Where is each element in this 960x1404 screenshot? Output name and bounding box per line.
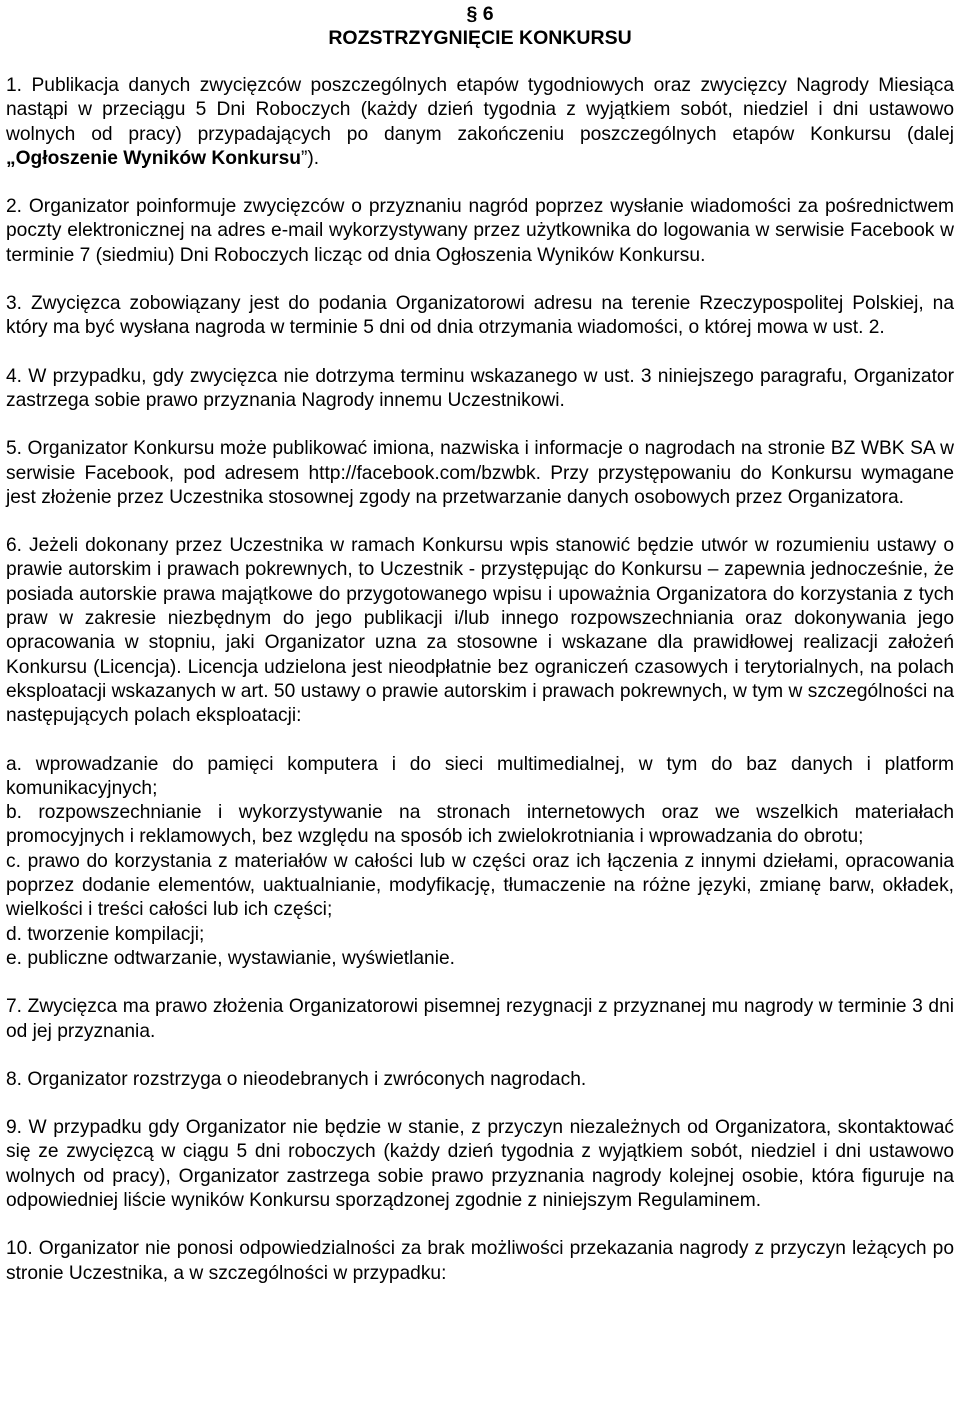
paragraph-2: 2. Organizator poinformuje zwycięzców o przyznaniu nagród poprzez wysłanie wiadomości za pośrednictwem poczty elektronicznej na adres e-mail wykorzystywany przez użytkownika do logowania w serwisie Facebook w terminie 7 (siedmiu) Dni Roboczych licząc od dnia Ogłoszenia Wyników Konkursu.	[6, 196, 954, 266]
list-item: a. wprowadzanie do pamięci komputera i do sieci multimedialnej, w tym do baz danych i platform komunikacyjnych;	[6, 753, 954, 799]
section-title: ROZSTRZYGNIĘCIE KONKURSU	[328, 27, 632, 49]
paragraph-6: 6. Jeżeli dokonany przez Uczestnika w ramach Konkursu wpis stanowić będzie utwór w rozumieniu ustawy o prawie autorskim i prawach pokrewnych, to Uczestnik - przystępując do Konkursu – zapewnia jednocześnie, że posiada autorskie prawa majątkowe do przygotowanego wpisu i upoważnia Organizatora do korzystania z tych praw w zakresie niezbędnym do jego publikacji i/lub innego rozpowszechniania oraz dokonywania jego opracowania w stopniu, jaki Organizator uzna za stosowne i wskazane dla prawidłowej realizacji założeń Konkursu (Licencja). Licencja udzielona jest nieodpłatnie bez ograniczeń czasowych i terytorialnych, na polach eksploatacji wskazanych w art. 50 ustawy o prawie autorskim i prawach pokrewnych, w tym w szczególności na następujących polach eksploatacji:	[6, 535, 954, 727]
document-page	[6, 0, 954, 1286]
paragraph-1	[6, 74, 954, 171]
list-item: d. tworzenie kompilacji;	[6, 923, 205, 945]
section-number: § 6	[6, 2, 954, 26]
exploitation-fields-list	[6, 753, 954, 972]
paragraph-1-text-b: ”).	[300, 147, 320, 169]
paragraph-5: 5. Organizator Konkursu może publikować imiona, nazwiska i informacje o nagrodach na stronie BZ WBK SA w serwisie Facebook, pod adresem http://facebook.com/bzwbk. Przy przystępowaniu do Konkursu wymagane jest złożenie przez Uczestnika stosownej zgody na przetwarzanie danych osobowych przez Organizatora.	[6, 438, 954, 508]
paragraph-8: 8. Organizator rozstrzyga o nieodebranych i zwróconych nagrodach.	[6, 1068, 587, 1090]
paragraph-7: 7. Zwycięzca ma prawo złożenia Organizatorowi pisemnej rezygnacji z przyznanej mu nagrody w terminie 3 dni od jej przyznania.	[6, 996, 954, 1042]
paragraph-9: 9. W przypadku gdy Organizator nie będzie w stanie, z przyczyn niezależnych od Organizatora, skontaktować się ze zwycięzcą w ciągu 5 dni roboczych (każdy dzień tygodnia z wyjątkiem sobót, niedziel i dni ustawowo wolnych od pracy), Organizator zastrzega sobie prawo przyznania nagrody kolejnej osobie, która figuruje na odpowiedniej liście wyników Konkursu sporządzonej zgodnie z niniejszym Regulaminem.	[6, 1117, 954, 1211]
paragraph-3: 3. Zwycięzca zobowiązany jest do podania Organizatorowi adresu na terenie Rzeczypospolitej Polskiej, na który ma być wysłana nagroda w terminie 5 dni od dnia otrzymania wiadomości, o której mowa w ust. 2.	[6, 293, 954, 339]
section-heading	[6, 2, 954, 50]
list-item: c. prawo do korzystania z materiałów w całości lub w części oraz ich łączenia z innymi dziełami, opracowania poprzez dodanie elementów, uaktualnianie, modyfikację, tłumaczenie na różne języki, zmianę barw, okładek, wielkości i treści całości lub ich części;	[6, 850, 954, 921]
list-item: e. publiczne odtwarzanie, wystawianie, wyświetlanie.	[6, 947, 455, 969]
paragraph-1-text-a: 1. Publikacja danych zwycięzców poszczególnych etapów tygodniowych oraz zwycięzcy Nagrody Miesiąca nastąpi w przeciągu 5 Dni Roboczych (każdy dzień tygodnia z wyjątkiem sobót, niedziel i dni ustawowo wolnych od pracy) przypadających po danym zakończeniu poszczególnych etapów Konkursu (dalej	[6, 75, 954, 145]
paragraph-4: 4. W przypadku, gdy zwycięzca nie dotrzyma terminu wskazanego w ust. 3 niniejszego paragrafu, Organizator zastrzega sobie prawo przyznania Nagrody innemu Uczestnikowi.	[6, 365, 954, 411]
paragraph-10: 10. Organizator nie ponosi odpowiedzialności za brak możliwości przekazania nagrody z przyczyn leżących po stronie Uczestnika, a w szczególności w przypadku:	[6, 1238, 954, 1284]
list-item: b. rozpowszechnianie i wykorzystywanie na stronach internetowych oraz we wszelkich materiałach promocyjnych i reklamowych, bez względu na sposób ich zwielokrotniania i wprowadzania do obrotu;	[6, 802, 954, 848]
paragraph-1-defined-term: „Ogłoszenie Wyników Konkursu	[6, 147, 301, 169]
